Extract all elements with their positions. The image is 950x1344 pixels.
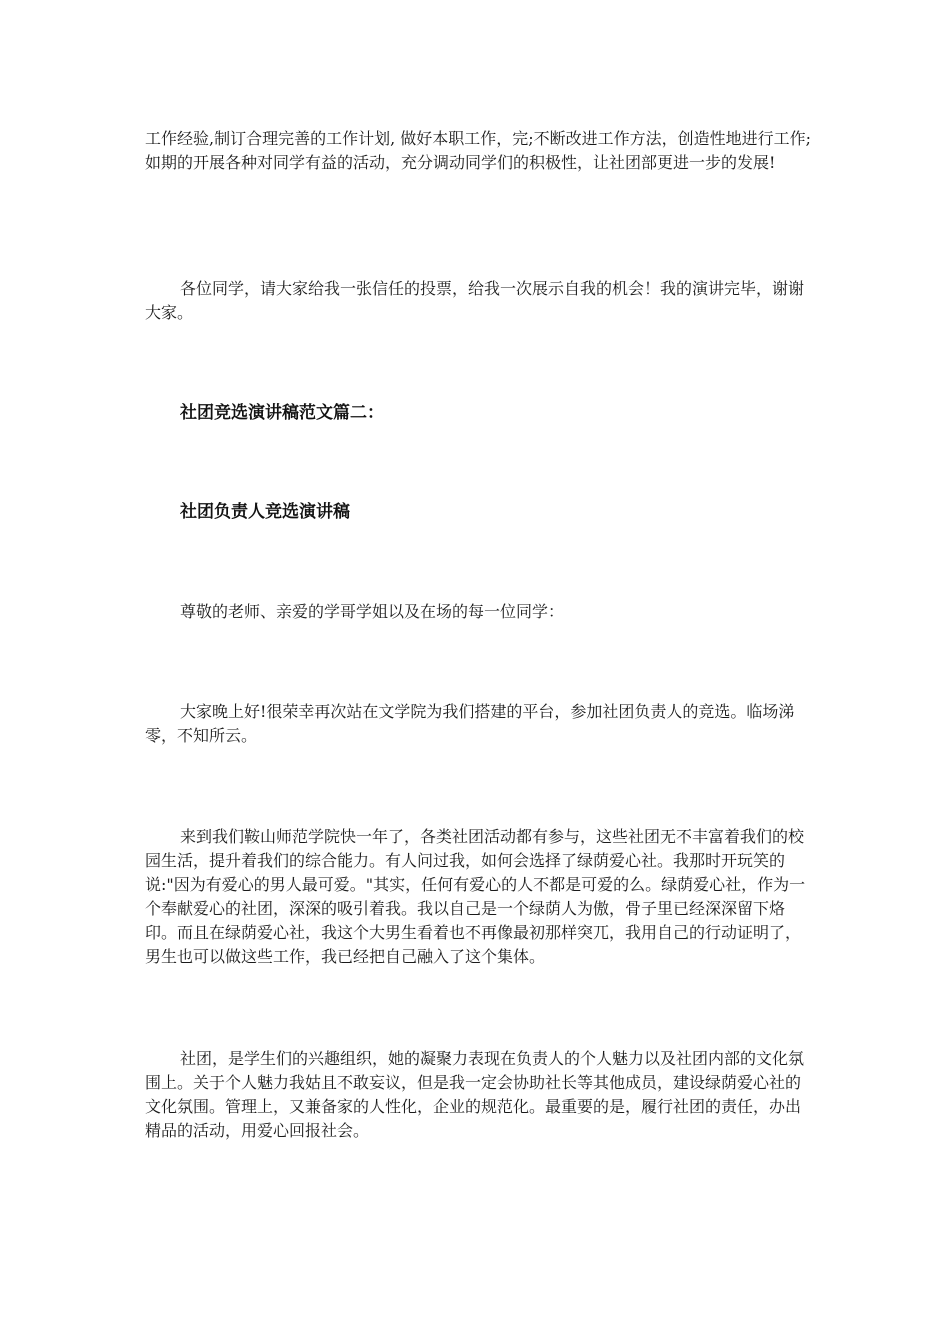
paragraph-club-culture: 社团，是学生们的兴趣组织，她的凝聚力表现在负责人的个人魅力以及社团内部的文化氛围上。关于个人魅力我姑且不敢妄议，但是我一定会协助社长等其他成员，建设绿荫爱心社的文化氛围。管理上，又兼备家的人性化，企业的规范化。最重要的是，履行社团的责任，办出精品的活动，用爱心回报社会。 xyxy=(145,1049,805,1140)
section-heading-part-two: 社团竞选演讲稿范文篇二： xyxy=(180,403,384,423)
paragraph-work-plan: 工作经验,制订合理完善的工作计划, 做好本职工作，完;不断改进工作方法，创造性地进行工作;如期的开展各种对同学有益的活动，充分调动同学们的积极性，让社团部更进一步的发展! xyxy=(145,129,812,172)
paragraph-greeting: 大家晚上好!很荣幸再次站在文学院为我们搭建的平台，参加社团负责人的竞选。临场涕零，不知所云。 xyxy=(145,702,795,745)
paragraph-closing-thanks: 各位同学，请大家给我一张信任的投票，给我一次展示自我的机会！我的演讲完毕，谢谢大家。 xyxy=(145,279,805,322)
paragraph-salutation: 尊敬的老师、亲爱的学哥学姐以及在场的每一位同学： xyxy=(180,602,565,621)
speech-title: 社团负责人竞选演讲稿 xyxy=(180,502,350,522)
paragraph-club-experience: 来到我们鞍山师范学院快一年了，各类社团活动都有参与，这些社团无不丰富着我们的校园生活，提升着我们的综合能力。有人问过我，如何会选择了绿荫爱心社。我那时开玩笑的说:"因为有爱心的男人最可爱。"其实，任何有爱心的人不都是可爱的么。绿荫爱心社，作为一个奉献爱心的社团，深深的吸引着我。我以自己是一个绿荫人为傲，骨子里已经深深留下烙印。而且在绿荫爱心社，我这个大男生看着也不再像最初那样突兀，我用自己的行动证明了，男生也可以做这些工作，我已经把自己融入了这个集体。 xyxy=(145,827,806,966)
